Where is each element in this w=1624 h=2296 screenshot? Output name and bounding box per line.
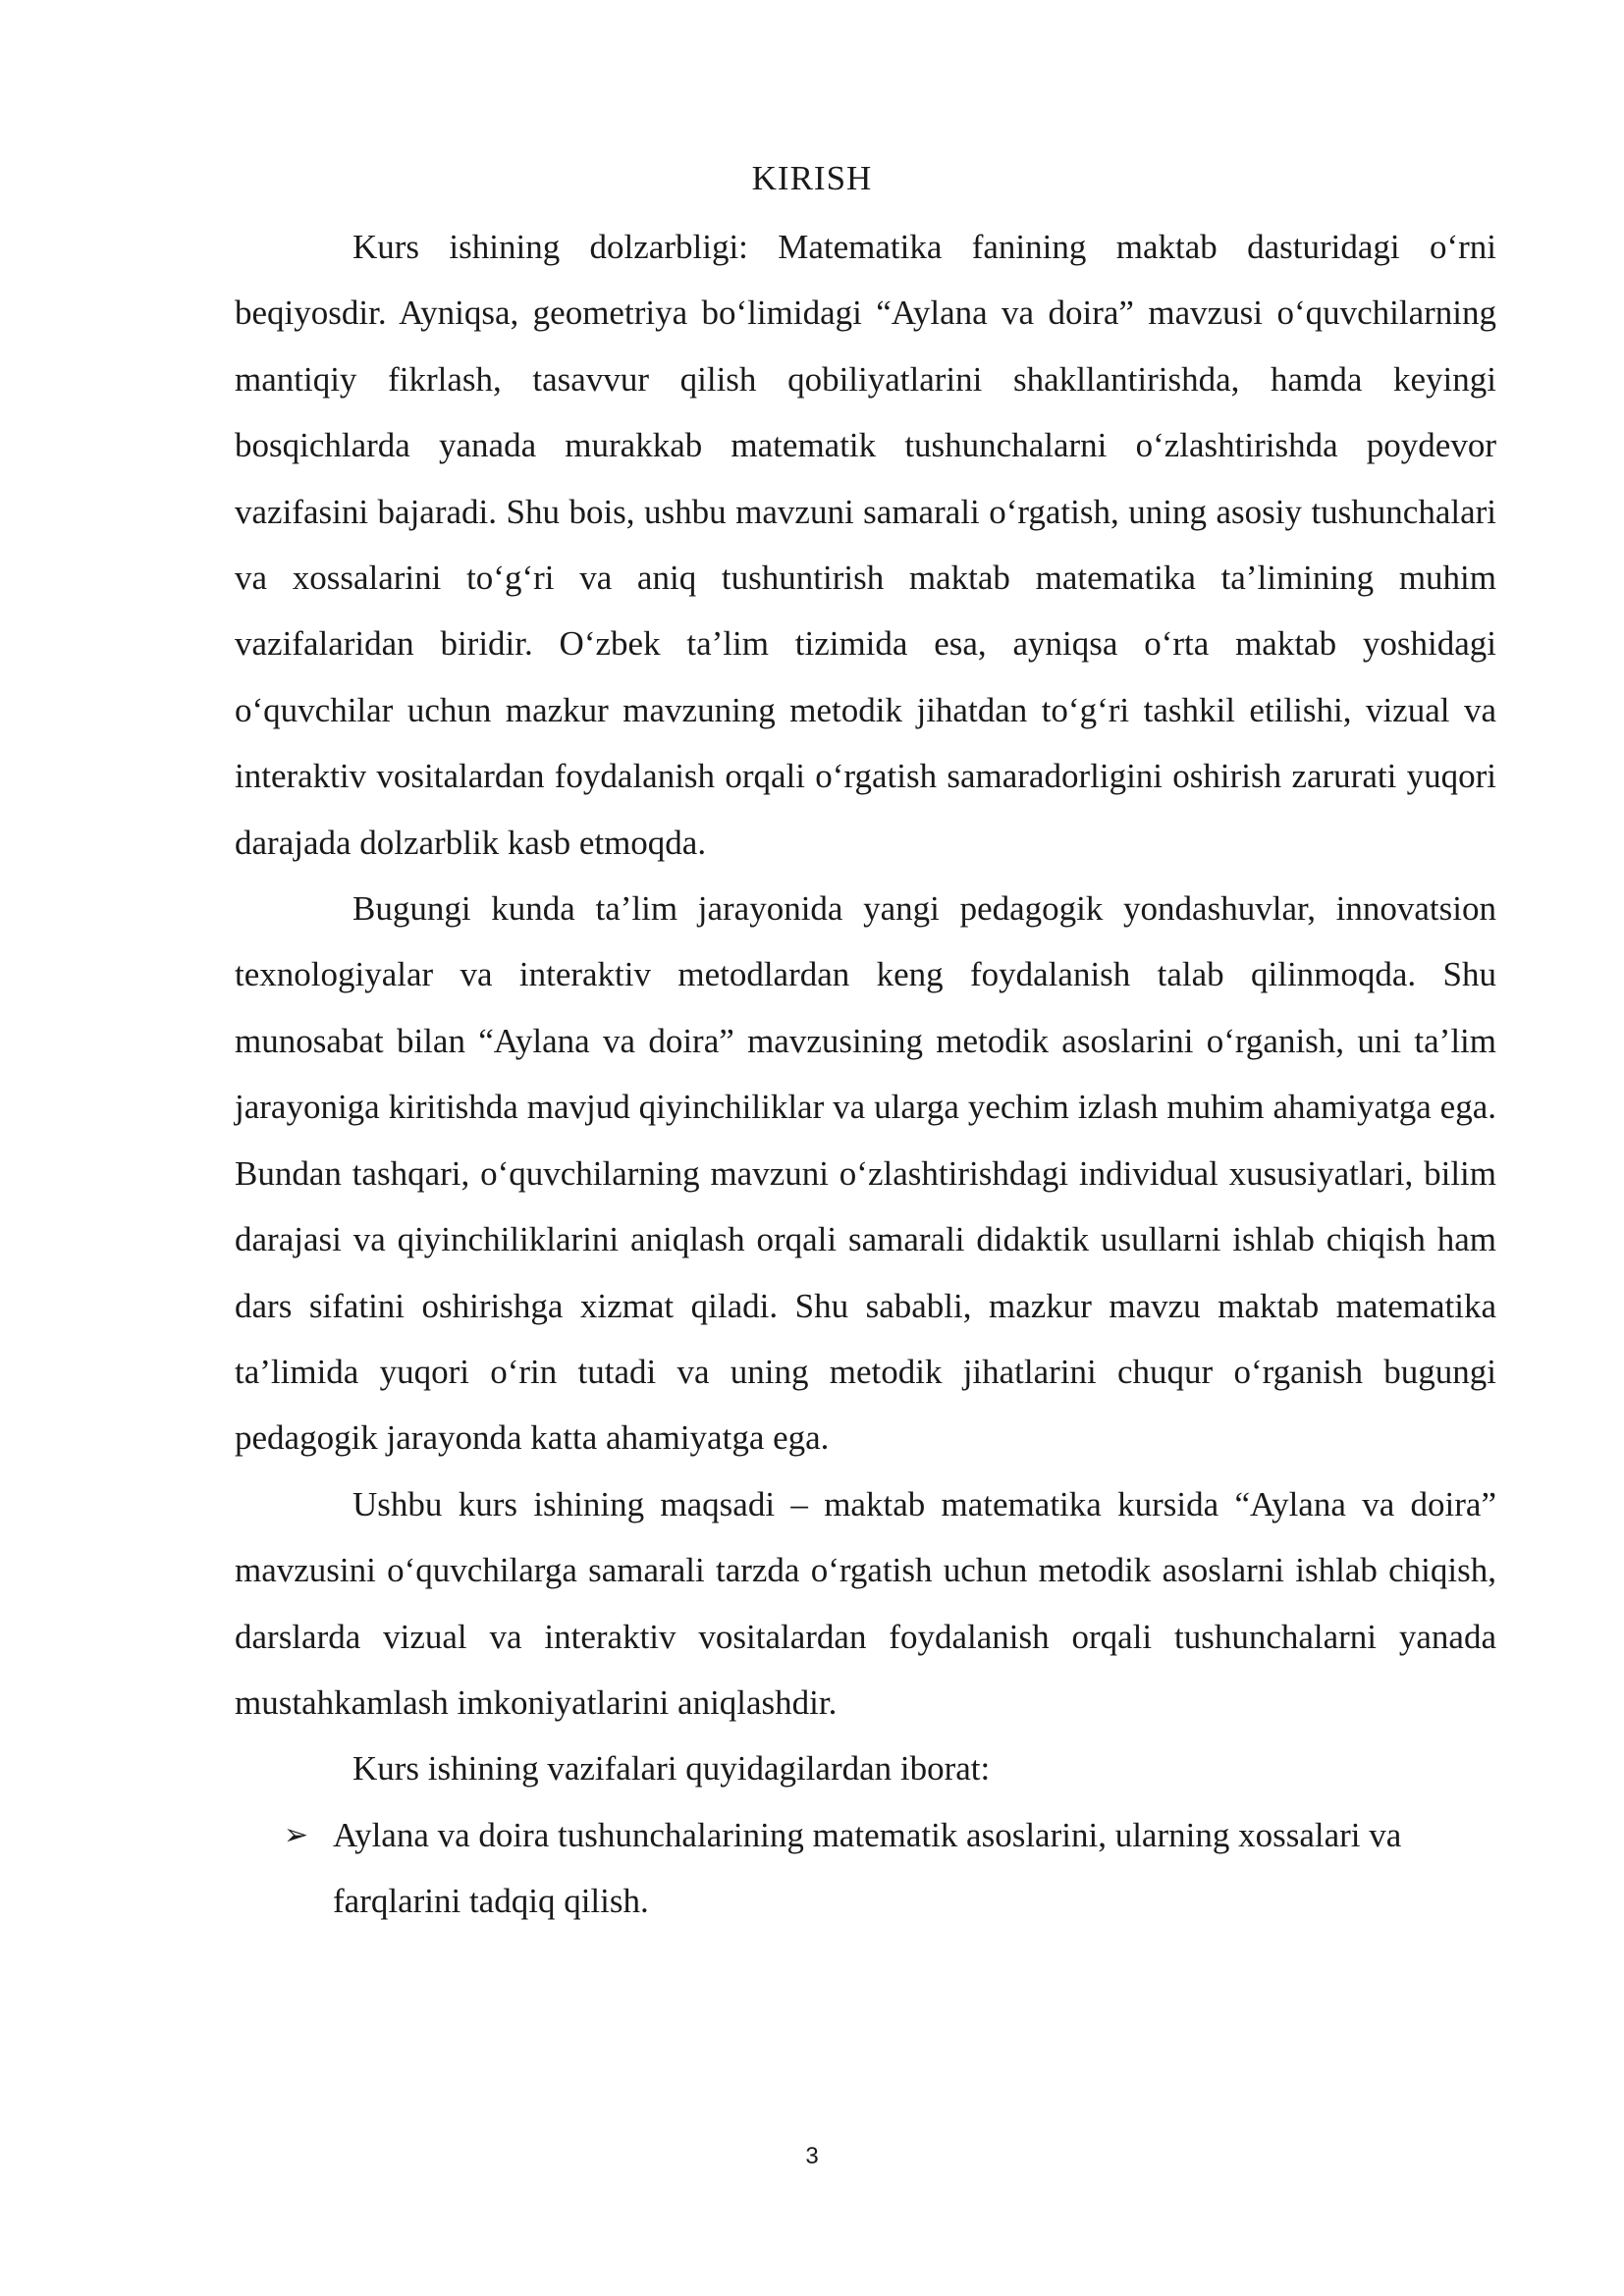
paragraph-tasks-intro: Kurs ishining vazifalari quyidagilardan iborat: <box>352 1749 991 1789</box>
paragraph-context: Bugungi kunda ta’lim jarayonida yangi pedagogik yondashuvlar, innovatsion texnologiyalar va interaktiv metodlardan keng foydalanish talab qilinmoqda. Shu munosabat bilan “Aylana va doira” mavzusining metodik asoslarini o‘rganish, uni ta’lim jarayoniga kiritishda mavjud qiyinchiliklar va ularga yechim izlash muhim ahamiyatga ega. Bundan tashqari, o‘quvchilarning mavzuni o‘zlashtirishdagi individual xususiyatlari, bilim darajasi va qiyinchiliklarini aniqlash orqali samarali didaktik usullarni ishlab chiqish ham dars sifatini oshirishga xizmat qiladi. Shu sababli, mazkur mavzu maktab matematika ta’limida yuqori o‘rin tutadi va uning metodik jihatlarini chuqur o‘rganish bugungi pedagogik jarayonda katta ahamiyatga ega. <box>235 889 1496 1458</box>
paragraph-goal: Ushbu kurs ishining maqsadi – maktab matematika kursida “Aylana va doira” mavzusini o‘quvchilarga samarali tarzda o‘rgatish uchun metodik asoslarni ishlab chiqish, darslarda vizual va interaktiv vositalardan foydalanish orqali tushunchalarni yanada mustahkamlash imkoniyatlarini aniqlashdir. <box>235 1484 1496 1722</box>
task-list <box>235 1802 1496 1935</box>
list-item <box>235 1802 1496 1935</box>
paragraph-relevance: Kurs ishining dolzarbligi: Matematika fanining maktab dasturidagi o‘rni beqiyosdir. Ayniqsa, geometriya bo‘limidagi “Aylana va doira” mavzusi o‘quvchilarning mantiqiy fikrlash, tasavvur qilish qobiliyatlarini shakllantirishda, hamda keyingi bosqichlarda yanada murakkab matematik tushunchalarni o‘zlashtirishda poydevor vazifasini bajaradi. Shu bois, ushbu mavzuni samarali o‘rgatish, uning asosiy tushunchalari va xossalarini to‘g‘ri va aniq tushuntirish maktab matematika ta’limining muhim vazifalaridan biridir. O‘zbek ta’lim tizimida esa, ayniqsa o‘rta maktab yoshidagi o‘quvchilar uchun mazkur mavzuning metodik jihatdan to‘g‘ri tashkil etilishi, vizual va interaktiv vositalardan foydalanish orqali o‘rgatish samaradorligini oshirish zarurati yuqori darajada dolzarblik kasb etmoqda. <box>235 228 1496 862</box>
arrow-bullet-icon: ➢ <box>284 1817 309 1852</box>
section-heading: KIRISH <box>751 159 873 197</box>
list-item-text: Aylana va doira tushunchalarining matematik asoslarini, ularning xossalari va farqlarini tadqiq qilish. <box>333 1815 1402 1921</box>
body-text <box>235 214 1496 1935</box>
page-number: 3 <box>805 2143 819 2169</box>
